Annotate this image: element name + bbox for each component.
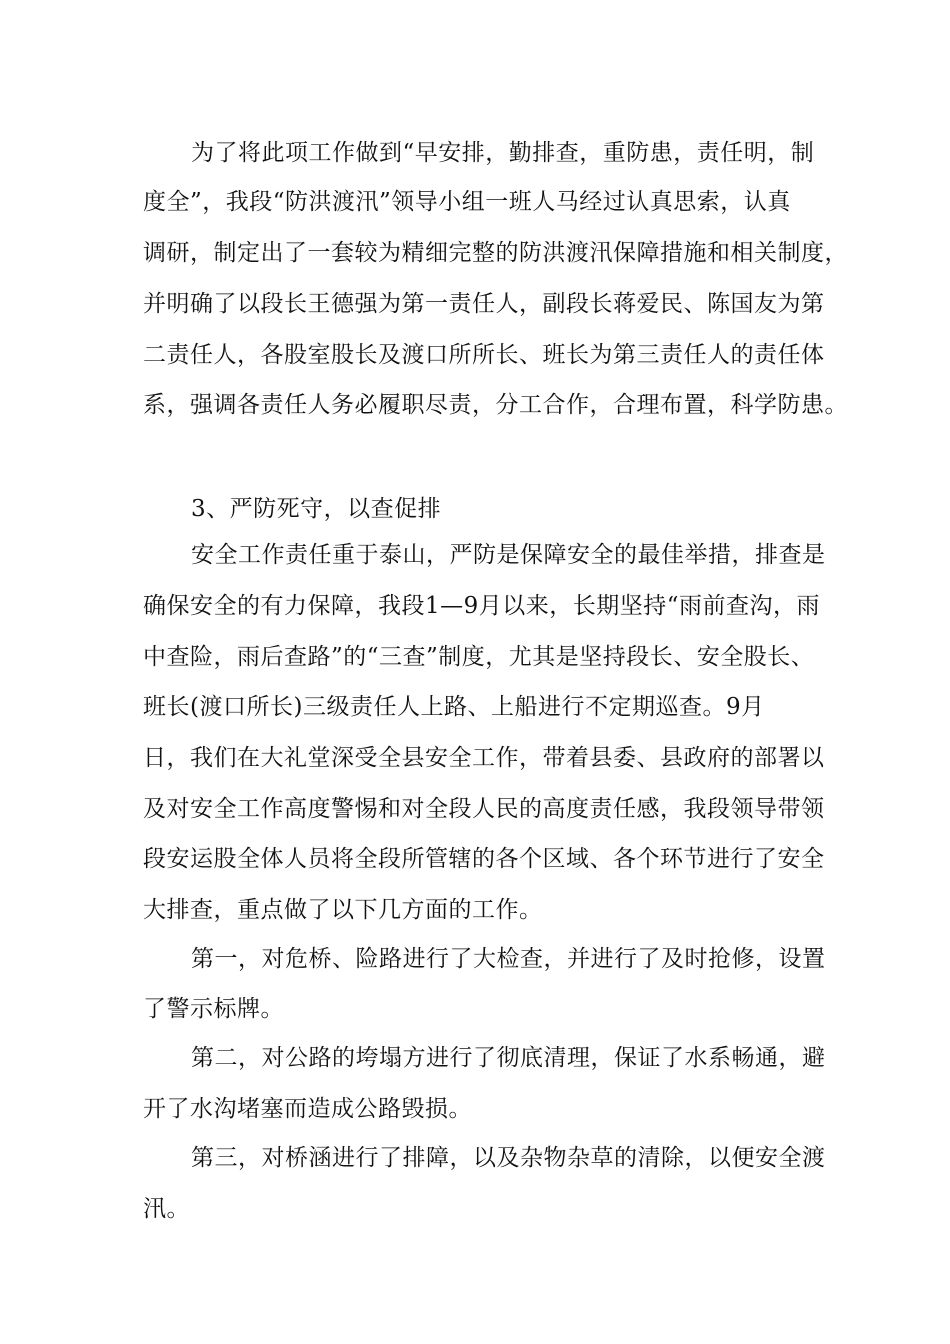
text-line: 第三，对桥涵进行了排障，以及杂物杂草的清除，以便安全渡 (191, 1145, 826, 1171)
text-line: 大排查，重点做了以下几方面的工作。 (143, 897, 543, 923)
text-line: 中查险，雨后查路”的“三查”制度，尤其是坚持段长、安全股长、 (143, 644, 815, 670)
text-line: 度全”，我段“防洪渡汛”领导小组一班人马经过认真思索，认真 (143, 189, 791, 215)
text-line: 二责任人，各股室股长及渡口所所长、班长为第三责任人的责任体 (143, 342, 825, 368)
text-line: 第二，对公路的垮塌方进行了彻底清理，保证了水系畅通，避 (191, 1045, 826, 1071)
text-line: 班长(渡口所长)三级责任人上路、上船进行不定期巡查。9月 (143, 694, 765, 720)
section-heading: 3、严防死守，以查促排 (191, 496, 442, 522)
text-line: 开了水沟堵塞而造成公路毁损。 (143, 1096, 472, 1122)
text-line: 第一，对危桥、险路进行了大检查，并进行了及时抢修，设置 (191, 946, 826, 972)
text-line: 系，强调各责任人务必履职尽责，分工合作，合理布置，科学防患。 (143, 392, 848, 418)
text-line: 确保安全的有力保障，我段1—9月以来，长期坚持“雨前查沟，雨 (143, 593, 821, 619)
text-line: 了警示标牌。 (143, 996, 284, 1022)
text-line: 安全工作责任重于泰山，严防是保障安全的最佳举措，排查是 (191, 542, 826, 568)
text-line: 调研，制定出了一套较为精细完整的防洪渡汛保障措施和相关制度， (143, 240, 848, 266)
text-line: 并明确了以段长王德强为第一责任人，副段长蒋爱民、陈国友为第 (143, 291, 825, 317)
text-line: 及对安全工作高度警惕和对全段人民的高度责任感，我段领导带领 (143, 796, 825, 822)
text-line: 汛。 (143, 1196, 190, 1222)
text-line: 段安运股全体人员将全段所管辖的各个区域、各个环节进行了安全 (143, 846, 825, 872)
text-line: 日，我们在大礼堂深受全县安全工作，带着县委、县政府的部署以 (143, 745, 825, 771)
text-line: 为了将此项工作做到“早安排，勤排查，重防患，责任明，制 (191, 140, 815, 166)
